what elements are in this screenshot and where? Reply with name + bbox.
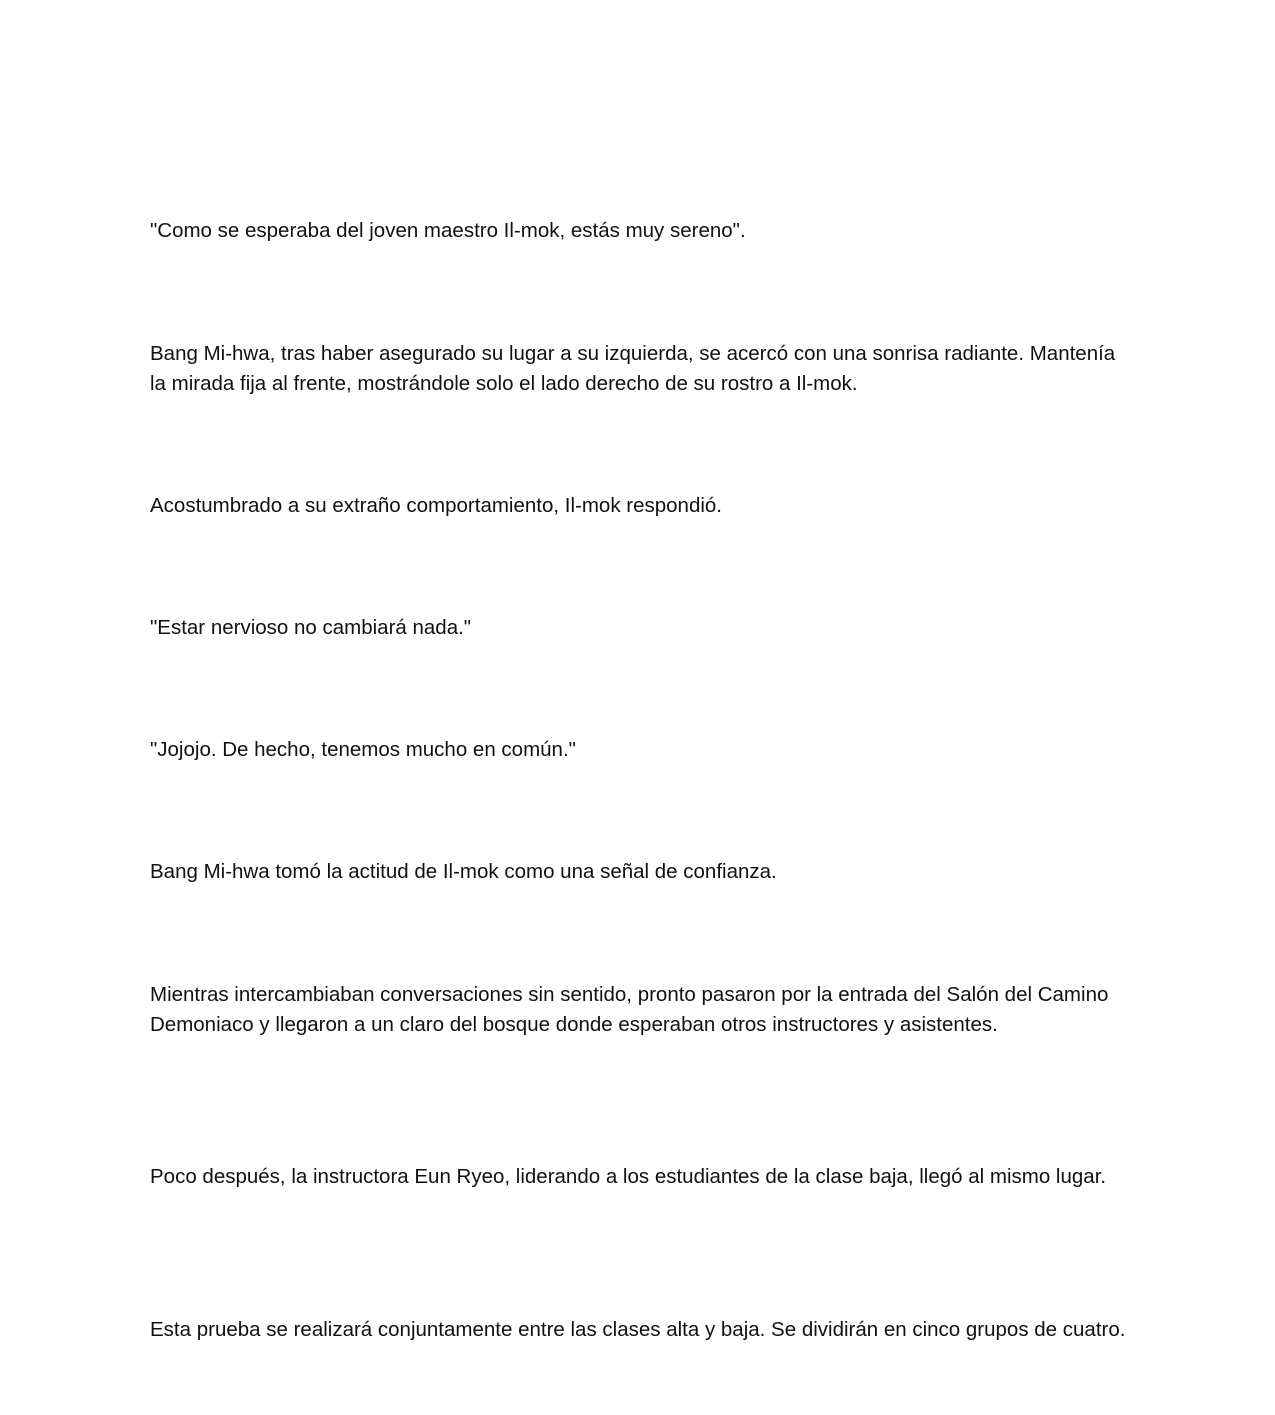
paragraph: Mientras intercambiaban conversaciones sin sentido, pronto pasaron por la entrada del Salón del Camino Demoniaco y llegaron a un claro del bosque donde esperaban otros instructores y asistentes.	[150, 983, 1109, 1036]
paragraph: Esta prueba se realizará conjuntamente entre las clases alta y baja. Se dividirán en cinco grupos de cuatro.	[150, 1318, 1126, 1341]
paragraph: Acostumbrado a su extraño comportamiento, Il-mok respondió.	[150, 494, 722, 517]
paragraph: Bang Mi-hwa, tras haber asegurado su lugar a su izquierda, se acercó con una sonrisa radiante. Mantenía la mirada fija al frente, mostrándole solo el lado derecho de su rostro a Il-mok.	[150, 342, 1116, 395]
paragraph: "Jojojo. De hecho, tenemos mucho en común."	[150, 738, 576, 761]
paragraph: "Estar nervioso no cambiará nada."	[150, 616, 472, 639]
paragraph: Bang Mi-hwa tomó la actitud de Il-mok como una señal de confianza.	[150, 860, 777, 883]
paragraph: "Como se esperaba del joven maestro Il-mok, estás muy sereno".	[150, 219, 746, 242]
paragraph: Poco después, la instructora Eun Ryeo, liderando a los estudiantes de la clase baja, llegó al mismo lugar.	[150, 1165, 1107, 1188]
